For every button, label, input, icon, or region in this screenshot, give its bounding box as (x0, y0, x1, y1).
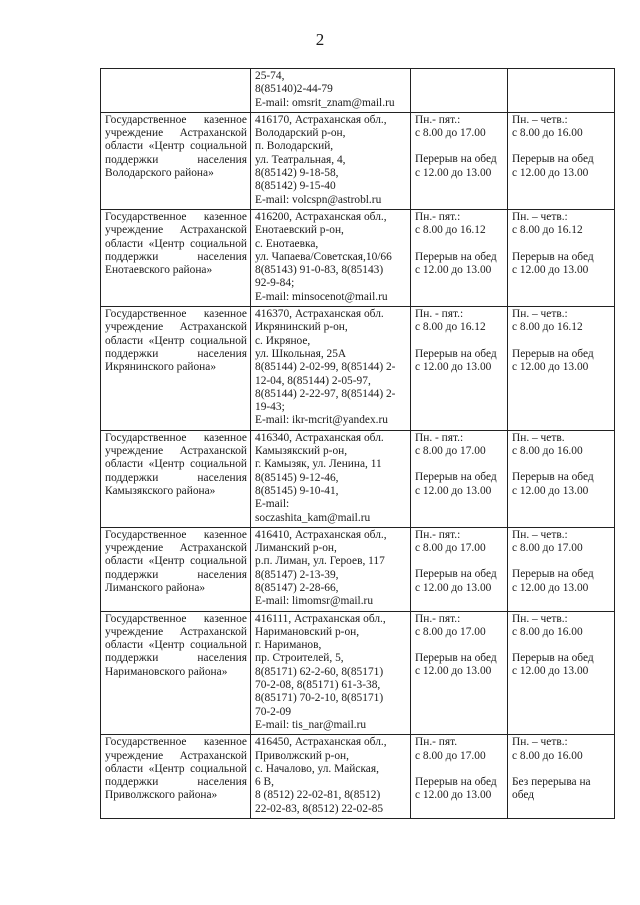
hours-line: Перерыв на обед (512, 153, 594, 166)
address-line: Камызякский р-он, (255, 445, 348, 458)
address-cell (251, 112, 411, 209)
weekday-hours-cell (411, 209, 508, 306)
weekday-hours-cell (411, 611, 508, 735)
organization-cell (101, 69, 251, 113)
address-line: 8(85143) 91-0-83, 8(85143) (255, 264, 384, 277)
email-text: E-mail: omsrit_znam@mail.ru (255, 96, 395, 109)
hours-line: с 8.00 до 16.00 (512, 625, 583, 638)
hours-line: Пн. – четв.: (512, 113, 568, 126)
spacer (512, 458, 611, 471)
address-cell (251, 69, 411, 113)
organization-cell: Государственное казенное учреждение Астраханской области «Центр социальной поддержки населения Володарского района» (101, 112, 251, 209)
hours-line: Без перерыва на (512, 775, 591, 788)
address-line: Икрянинский р-он, (255, 321, 348, 334)
address-line: 416200, Астраханская обл., (255, 210, 387, 223)
address-line: 8(85147) 2-13-39, (255, 568, 339, 581)
table-row (101, 430, 615, 527)
address-line: 8(85144) 2-22-97, 8(85144) 2- (255, 387, 396, 400)
hours-line: с 12.00 до 13.00 (512, 263, 589, 276)
email-text: E-mail: minsocenot@mail.ru (255, 290, 388, 303)
table-row (101, 209, 615, 306)
hours-line: Пн. – четв.: (512, 210, 568, 223)
hours-line: с 8.00 до 16.12 (512, 321, 583, 334)
hours-line: Перерыв на обед (415, 153, 497, 166)
hours-line: с 8.00 до 17.00 (415, 445, 486, 458)
address-line: 6 В, (255, 776, 274, 789)
hours-line: с 12.00 до 13.00 (415, 581, 492, 594)
address-line: 8(85142) 9-18-58, (255, 167, 339, 180)
short-day-hours-cell (508, 611, 615, 735)
contacts-table (100, 68, 615, 819)
address-cell (251, 611, 411, 735)
table-row (101, 527, 615, 611)
hours-line: Пн. – четв. (512, 431, 565, 444)
hours-line: Пн. – четв.: (512, 612, 568, 625)
organization-cell: Государственное казенное учреждение Астраханской области «Центр социальной поддержки населения Лиманского района» (101, 527, 251, 611)
address-line: 8(85145) 9-10-41, (255, 484, 339, 497)
address-line: 416111, Астраханская обл., (255, 612, 386, 625)
page-number: 2 (315, 30, 325, 49)
hours-line: с 12.00 до 13.00 (512, 360, 589, 373)
spacer (415, 458, 504, 471)
organization-cell: Государственное казенное учреждение Астраханской области «Центр социальной поддержки населения Приволжского района» (101, 735, 251, 819)
weekday-hours-cell (411, 527, 508, 611)
address-line: с. Икряное, (255, 334, 311, 347)
organization-cell: Государственное казенное учреждение Астраханской области «Центр социальной поддержки населения Икрянинского района» (101, 307, 251, 431)
hours-line: с 8.00 до 16.12 (512, 224, 583, 237)
address-line: 8(85144) 2-02-99, 8(85144) 2- (255, 361, 396, 374)
email-text: E-mail: volcspn@astrobl.ru (255, 193, 382, 206)
weekday-hours-cell (411, 112, 508, 209)
spacer (512, 335, 611, 348)
address-line: 25-74, (255, 70, 285, 82)
address-line: Приволжский р-он, (255, 749, 349, 762)
table-row (101, 735, 615, 819)
address-line: 8(85145) 9-12-46, (255, 471, 339, 484)
address-line: Енотаевский р-он, (255, 224, 344, 237)
weekday-hours-cell (411, 307, 508, 431)
hours-line: с 8.00 до 17.00 (415, 127, 486, 140)
hours-line: Пн. - пят.: (415, 431, 464, 444)
short-day-hours-cell (508, 430, 615, 527)
address-cell (251, 209, 411, 306)
address-line: ул. Чапаева/Советская,10/66 (255, 250, 392, 263)
email-text: E-mail: tis_nar@mail.ru (255, 718, 367, 731)
hours-line: Пн.- пят.: (415, 612, 461, 625)
hours-line: с 12.00 до 13.00 (415, 263, 492, 276)
email-text: E-mail: limomsr@mail.ru (255, 595, 374, 608)
hours-line: Перерыв на обед (415, 250, 497, 263)
short-day-hours-cell (508, 527, 615, 611)
address-cell (251, 430, 411, 527)
spacer (415, 555, 504, 568)
hours-line: Перерыв на обед (512, 347, 594, 360)
hours-line: Пн. - пят.: (415, 308, 464, 321)
address-line: 416370, Астраханская обл. (255, 308, 384, 321)
hours-line: Перерыв на обед (512, 471, 594, 484)
spacer (415, 639, 504, 652)
spacer (415, 238, 504, 251)
short-day-hours-cell (508, 735, 615, 819)
address-line: 8(85171) 62-2-60, 8(85171) (255, 665, 384, 678)
address-line: 8(85140)2-44-79 (255, 83, 333, 96)
spacer (415, 140, 504, 153)
address-line: пр. Строителей, 5, (255, 652, 344, 665)
organization-cell: Государственное казенное учреждение Астраханской области «Центр социальной поддержки населения Енотаевского района» (101, 209, 251, 306)
hours-line: Пн. – четв.: (512, 528, 568, 541)
address-line: 8(85147) 2-28-66, (255, 581, 339, 594)
hours-line: Перерыв на обед (415, 568, 497, 581)
hours-line: с 8.00 до 16.12 (415, 224, 486, 237)
hours-line: с 8.00 до 16.00 (512, 445, 583, 458)
address-line: 70-2-09 (255, 705, 292, 718)
spacer (512, 639, 611, 652)
table-row (101, 307, 615, 431)
hours-line: Пн.- пят.: (415, 210, 461, 223)
hours-line: с 12.00 до 13.00 (415, 789, 492, 802)
organization-cell: Государственное казенное учреждение Астраханской области «Центр социальной поддержки населения Наримановского района» (101, 611, 251, 735)
short-day-hours-cell (508, 69, 615, 113)
address-line: п. Володарский, (255, 140, 334, 153)
weekday-hours-cell (411, 430, 508, 527)
hours-line: Пн. – четв.: (512, 736, 568, 749)
weekday-hours-cell (411, 735, 508, 819)
spacer (512, 763, 611, 776)
address-line: г. Камызяк, ул. Ленина, 11 (255, 458, 382, 471)
address-line: E-mail: (255, 498, 290, 511)
address-cell (251, 735, 411, 819)
address-line: Володарский р-он, (255, 127, 346, 140)
table-row (101, 112, 615, 209)
spacer (512, 140, 611, 153)
hours-line: с 12.00 до 13.00 (512, 166, 589, 179)
hours-line: Пн.- пят. (415, 736, 458, 749)
hours-line: с 8.00 до 16.12 (415, 321, 486, 334)
spacer (415, 763, 504, 776)
address-line: 8(85142) 9-15-40 (255, 180, 336, 193)
short-day-hours-cell (508, 209, 615, 306)
address-line: Лиманский р-он, (255, 542, 337, 555)
hours-line: Перерыв на обед (415, 775, 497, 788)
hours-line: Пн. – четв.: (512, 308, 568, 321)
hours-line: с 12.00 до 13.00 (415, 665, 492, 678)
spacer (415, 335, 504, 348)
hours-line: Перерыв на обед (415, 347, 497, 360)
address-line: 92-9-84; (255, 277, 295, 290)
address-cell (251, 527, 411, 611)
address-line: с. Началово, ул. Майская, (255, 762, 379, 775)
organization-cell: Государственное казенное учреждение Астраханской области «Центр социальной поддержки населения Камызякского района» (101, 430, 251, 527)
hours-line: с 8.00 до 17.00 (415, 542, 486, 555)
address-line: 8(85171) 70-2-10, 8(85171) (255, 692, 384, 705)
address-line: 8 (8512) 22-02-81, 8(8512) (255, 789, 381, 802)
hours-line: с 12.00 до 13.00 (415, 166, 492, 179)
address-line: 19-43; (255, 401, 285, 414)
hours-line: Перерыв на обед (415, 471, 497, 484)
hours-line: с 8.00 до 17.00 (512, 542, 583, 555)
hours-line: с 12.00 до 13.00 (415, 360, 492, 373)
hours-line: с 8.00 до 16.00 (512, 749, 583, 762)
hours-line: с 8.00 до 17.00 (415, 625, 486, 638)
address-line: р.п. Лиман, ул. Героев, 117 (255, 555, 385, 568)
address-line: 416450, Астраханская обл., (255, 736, 387, 749)
address-line: 70-2-08, 8(85171) 61-3-38, (255, 679, 381, 692)
hours-line: с 8.00 до 16.00 (512, 127, 583, 140)
table-row (101, 69, 615, 113)
hours-line: обед (512, 789, 535, 802)
hours-line: с 12.00 до 13.00 (415, 484, 492, 497)
email-text: E-mail: ikr-mcrit@yandex.ru (255, 414, 388, 427)
address-line: 416170, Астраханская обл., (255, 113, 387, 126)
email-text: soczashita_kam@mail.ru (255, 511, 371, 524)
address-line: 22-02-83, 8(8512) 22-02-85 (255, 802, 384, 815)
spacer (512, 555, 611, 568)
weekday-hours-cell (411, 69, 508, 113)
address-line: ул. Школьная, 25А (255, 347, 347, 360)
hours-line: с 12.00 до 13.00 (512, 484, 589, 497)
hours-line: Перерыв на обед (512, 250, 594, 263)
address-line: ул. Театральная, 4, (255, 153, 346, 166)
table-row (101, 611, 615, 735)
address-line: 416340, Астраханская обл. (255, 431, 384, 444)
address-line: 12-04, 8(85144) 2-05-97, (255, 374, 371, 387)
hours-line: Пн.- пят.: (415, 528, 461, 541)
spacer (512, 238, 611, 251)
hours-line: с 8.00 до 17.00 (415, 749, 486, 762)
hours-line: с 12.00 до 13.00 (512, 581, 589, 594)
short-day-hours-cell (508, 112, 615, 209)
hours-line: Перерыв на обед (512, 652, 594, 665)
hours-line: Перерыв на обед (415, 652, 497, 665)
address-line: г. Нариманов, (255, 639, 322, 652)
address-line: с. Енотаевка, (255, 237, 319, 250)
address-line: Наримановский р-он, (255, 625, 360, 638)
address-cell (251, 307, 411, 431)
short-day-hours-cell (508, 307, 615, 431)
hours-line: Перерыв на обед (512, 568, 594, 581)
address-line: 416410, Астраханская обл., (255, 528, 387, 541)
hours-line: Пн.- пят.: (415, 113, 461, 126)
hours-line: с 12.00 до 13.00 (512, 665, 589, 678)
